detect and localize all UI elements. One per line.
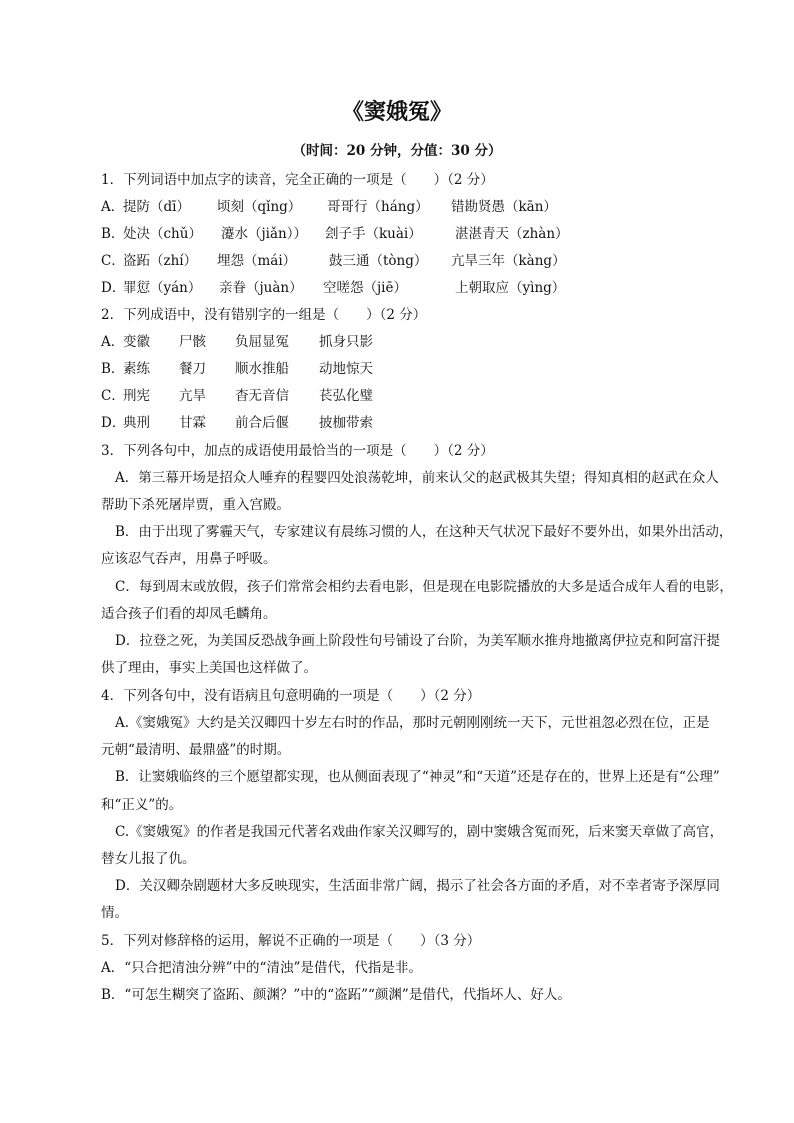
- option-word: 素练: [123, 361, 150, 377]
- option-word: 尸骸: [179, 334, 206, 350]
- option-word: 变徽: [123, 334, 150, 350]
- option-label: C．: [101, 388, 125, 404]
- option-word: 刑宪: [123, 388, 150, 404]
- q4-option-c-cont: 替女儿报了仇。: [101, 851, 196, 867]
- q5-option-b: B．“可怎生糊突了盗跖、颜渊？”中的“盗跖”“颜渊”是借代，代指坏人、好人。: [101, 987, 571, 1003]
- question-2-stem: 2．下列成语中，没有错别字的一组是（ ）（2 分）: [101, 307, 427, 323]
- option-label: B．: [101, 226, 125, 242]
- q4-option-c-line: C.《窦娥冤》的作者是我国元代著名戏曲作家关汉卿写的，剧中窦娥含冤而死，后来窦天章做了高官，: [115, 824, 724, 840]
- option-word: 负屈显冤: [235, 334, 289, 350]
- option-word: 亢旱: [179, 388, 206, 404]
- page-title: 《窦娥冤》: [341, 99, 452, 125]
- option-word: 埋怨（mái）: [217, 253, 297, 269]
- option-word: 刽子手（kuài）: [325, 226, 422, 242]
- question-5-stem: 5．下列对修辞格的运用，解说不正确的一项是（ ）（3 分）: [101, 933, 481, 949]
- option-label: C．: [101, 253, 125, 269]
- q4-option-a-cont: 元朝“最清明、最鼎盛”的时期。: [101, 742, 291, 758]
- option-word: 顺水推船: [235, 361, 289, 377]
- q3-option-a-cont: 帮助下杀死屠岸贾，重入宫殿。: [101, 497, 290, 513]
- option-word: 杳无音信: [235, 388, 289, 404]
- question-1-stem: 1．下列词语中加点字的读音，完全正确的一项是（ ）（2 分）: [101, 172, 494, 188]
- option-word: 苌弘化璧: [319, 388, 373, 404]
- option-word: 错勘贤愚（kān）: [451, 199, 557, 215]
- option-word: 亢旱三年（kàng）: [451, 253, 566, 269]
- option-word: 抓身只影: [319, 334, 373, 350]
- option-word: 瀽水（jiǎn））: [221, 226, 307, 242]
- q3-option-a-line: A．第三幕开场是招众人唾弃的程婴四处浪荡乾坤，前来认父的赵武极其失望；得知真相的赵武在众人: [115, 470, 719, 486]
- option-word: 甘霖: [179, 415, 206, 431]
- option-word: 顷刻（qǐng）: [217, 199, 302, 215]
- q3-option-b-cont: 应该忍气吞声，用鼻子呼吸。: [101, 551, 277, 567]
- option-label: D．: [101, 280, 126, 296]
- q4-option-d-line: D．关汉卿杂剧题材大多反映现实，生活面非常广阔，揭示了社会各方面的矛盾，对不幸者寄予深厚同: [115, 878, 720, 894]
- option-word: 空嗟怨（jiē）: [323, 280, 407, 296]
- q5-option-a: A．“只合把清浊分辨”中的“清浊”是借代，代指是非。: [101, 960, 422, 976]
- q3-option-d-cont: 供了理由，事实上美国也这样做了。: [101, 660, 317, 676]
- option-word: 典刑: [123, 415, 150, 431]
- option-word: 前合后偃: [235, 415, 289, 431]
- question-4-stem: 4．下列各句中，没有语病且句意明确的一项是（ ）（2 分）: [101, 688, 481, 704]
- option-word: 罪愆（yán）: [123, 280, 202, 296]
- option-word: 鼓三通（tòng）: [329, 253, 428, 269]
- option-word: 亲眷（juàn）: [219, 280, 303, 296]
- question-3-stem: 3．下列各句中，加点的成语使用最恰当的一项是（ ）（2 分）: [101, 443, 494, 459]
- option-label: B．: [101, 361, 125, 377]
- q3-option-b-line: B．由于出现了雾霾天气，专家建议有晨练习惯的人，在这种天气状况下最好不要外出，如果外出活动，: [115, 524, 733, 540]
- option-word: 上朝取应（yìng）: [455, 280, 566, 296]
- option-label: D．: [101, 415, 126, 431]
- option-word: 动地惊天: [319, 361, 373, 377]
- option-word: 哥哥行（háng）: [327, 199, 429, 215]
- q3-option-d-line: D．拉登之死，为美国反恐战争画上阶段性句号铺设了台阶，为美军顺水推舟地撤离伊拉克和阿富汗提: [115, 633, 720, 649]
- q4-option-d-cont: 情。: [101, 905, 128, 921]
- q3-option-c-line: C．每到周末或放假，孩子们常常会相约去看电影，但是现在电影院播放的大多是适合成年人看的电影，: [115, 579, 733, 595]
- q4-option-b-line: B．让窦娥临终的三个愿望都实现，也从侧面表现了“神灵”和“天道”还是存在的，世界上还是有“公理”: [115, 769, 720, 785]
- page-subtitle: （时间：20 分钟，分值：30 分）: [292, 143, 502, 159]
- q4-option-a-line: A.《窦娥冤》大约是关汉卿四十岁左右时的作品，那时元朝刚刚统一天下，元世祖忽必烈在位，正是: [115, 715, 710, 731]
- option-word: 湛湛青天（zhàn）: [455, 226, 569, 242]
- option-word: 披枷带索: [319, 415, 373, 431]
- option-word: 餐刀: [179, 361, 206, 377]
- option-word: 盗跖（zhí）: [123, 253, 198, 269]
- option-label: A．: [101, 199, 125, 215]
- option-word: 处决（chǔ）: [123, 226, 202, 242]
- q4-option-b-cont: 和“正义”的。: [101, 797, 183, 813]
- q3-option-c-cont: 适合孩子们看的却凤毛麟角。: [101, 606, 277, 622]
- option-word: 提防（dī）: [123, 199, 190, 215]
- option-label: A．: [101, 334, 125, 350]
